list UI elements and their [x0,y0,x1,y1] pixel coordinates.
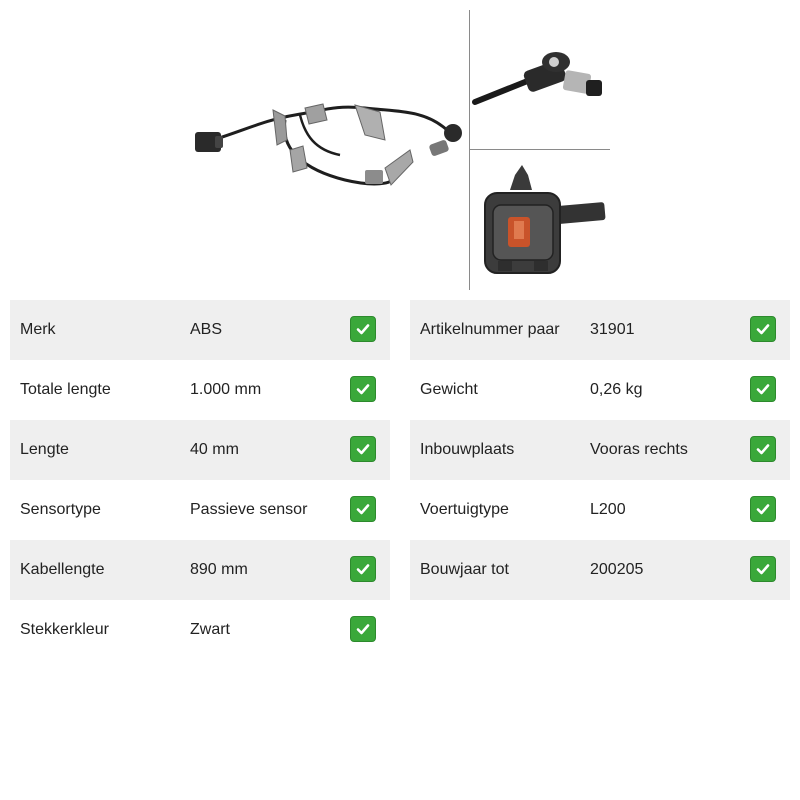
spec-value: Zwart [190,621,230,638]
spec-value: 0,26 kg [590,381,643,398]
spec-value: 1.000 mm [190,381,262,398]
spec-label: Gewicht [420,381,478,398]
check-mark-icon [350,556,376,582]
abs-sensor-main-image [185,90,470,205]
check-mark-icon [750,496,776,522]
spec-label: Stekkerkleur [20,621,109,638]
spec-row-brand [10,300,390,360]
check-mark-icon [350,496,376,522]
product-images [0,0,800,295]
spec-table-right [410,300,790,600]
check-mark-icon [350,616,376,642]
check-mark-icon [750,556,776,582]
spec-value: Passieve sensor [190,501,308,518]
spec-label: Kabellengte [20,561,105,578]
check-mark-icon [350,376,376,402]
spec-value: ABS [190,321,223,338]
sensor-tip-detail-image [470,30,610,140]
spec-value: 200205 [590,561,644,578]
spec-row-total-length [10,360,390,420]
spec-row-fitting-position [410,420,790,480]
image-divider-horizontal [470,149,610,150]
spec-label: Merk [20,321,56,338]
spec-label: Inbouwplaats [420,441,515,458]
spec-table-left [10,300,390,660]
spec-value: 31901 [590,321,635,338]
spec-label: Sensortype [20,501,101,518]
spec-row-cable-length [10,540,390,600]
spec-value: L200 [590,501,626,518]
check-mark-icon [350,316,376,342]
spec-row-sensor-type [10,480,390,540]
spec-row-connector-color [10,600,390,660]
spec-value: Vooras rechts [590,441,688,458]
spec-label: Lengte [20,441,69,458]
spec-row-vehicle-type [410,480,790,540]
spec-row-article-number-pair [410,300,790,360]
spec-value: 890 mm [190,561,248,578]
spec-label: Artikelnummer paar [420,321,560,338]
check-mark-icon [350,436,376,462]
spec-label: Bouwjaar tot [420,561,509,578]
spec-label: Voertuigtype [420,501,509,518]
spec-row-build-year-to [410,540,790,600]
spec-label: Totale lengte [20,381,111,398]
connector-detail-image [470,155,610,285]
spec-row-weight [410,360,790,420]
check-mark-icon [750,436,776,462]
check-mark-icon [750,316,776,342]
spec-value: 40 mm [190,441,239,458]
spec-row-length [10,420,390,480]
check-mark-icon [750,376,776,402]
